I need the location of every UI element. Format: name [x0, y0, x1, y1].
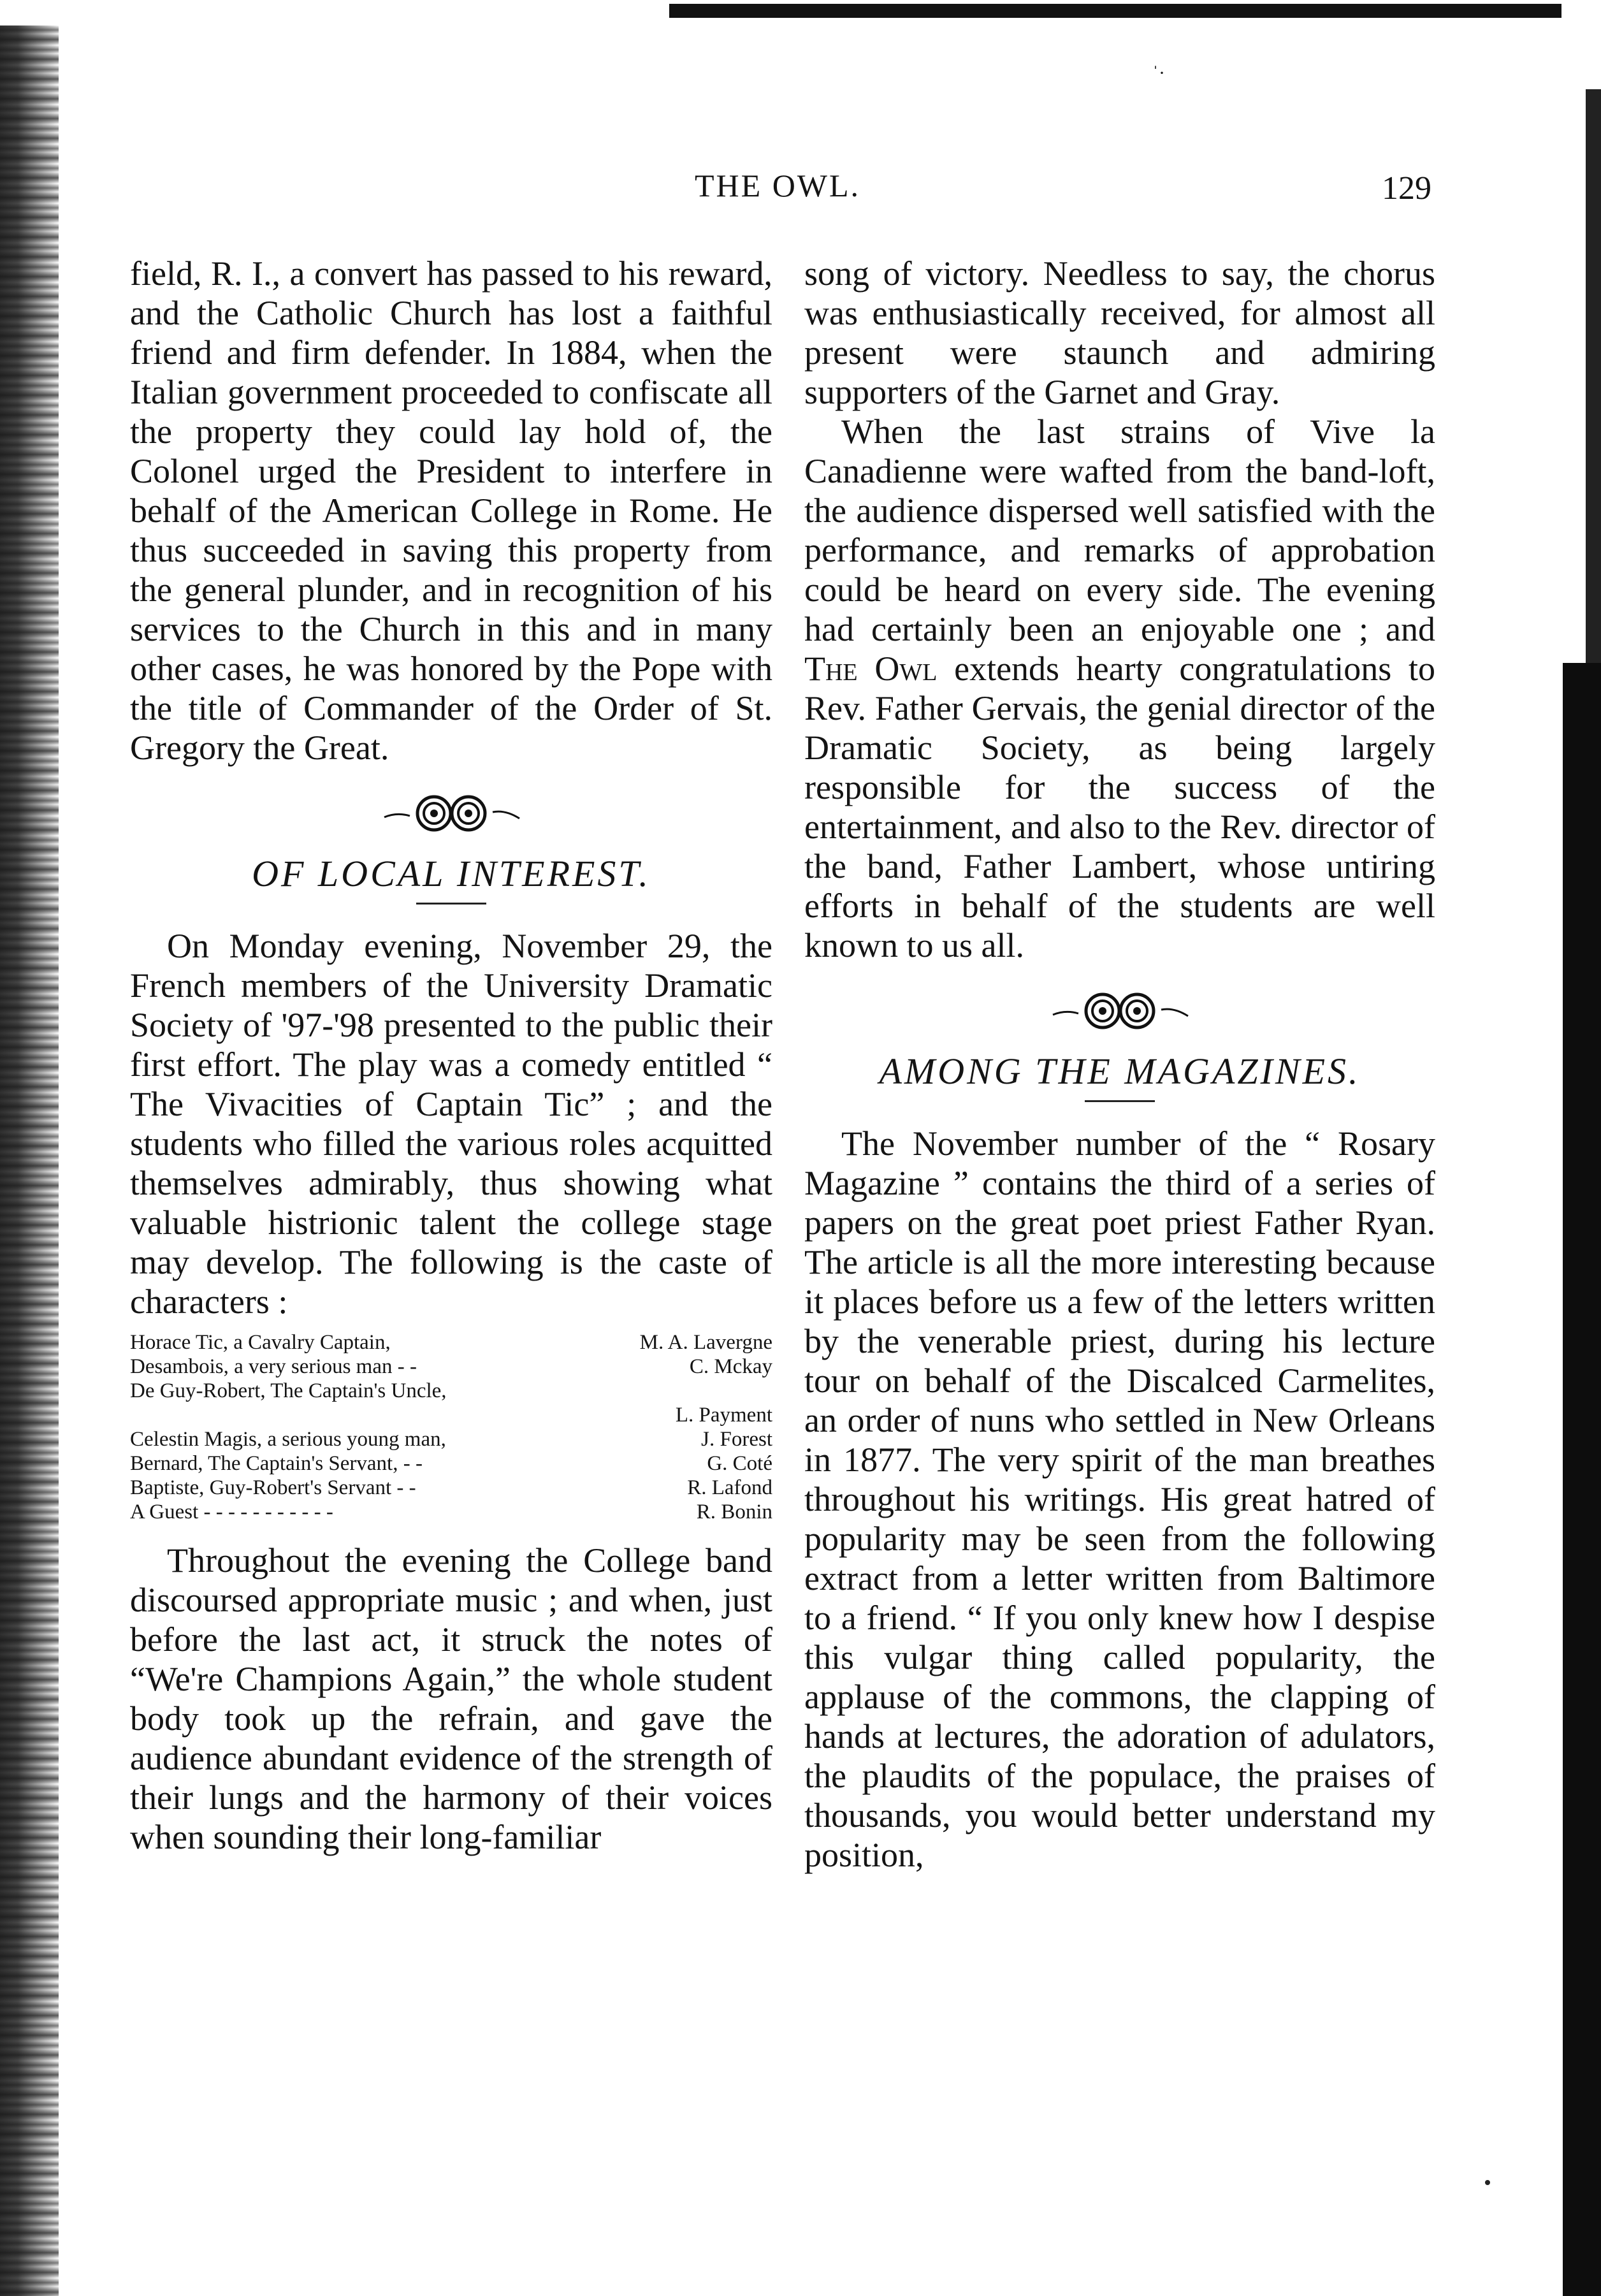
- cast-list: [130, 1330, 772, 1524]
- cast-row: [130, 1330, 772, 1355]
- running-title: THE OWL.: [695, 168, 861, 203]
- scroll-ornament-icon: [378, 787, 525, 838]
- cast-actor: J. Forest: [701, 1428, 772, 1451]
- paragraph-dramatic-society: On Monday evening, November 29, the French members of the University Dramatic Society of '97-'98 presented to the public their first effort. The play was a comedy entitled “ The Vivacities of Captain Tic” ; and the students who filled the various roles acquitted themselves admirably, thus showing what valuable histrionic talent the college stage may develop. The following is the caste of characters :: [130, 927, 772, 1321]
- cast-row: [130, 1427, 772, 1451]
- ornament-divider: [130, 787, 772, 838]
- owl-name: The Owl: [804, 650, 938, 688]
- ornament-divider: [804, 984, 1435, 1035]
- cast-role: Bernard, The Captain's Servant, - -: [130, 1452, 423, 1475]
- cast-row: [130, 1403, 772, 1427]
- paragraph-college-band: Throughout the evening the College band discoursed appropriate music ; and when, just before the last act, it struck the notes of “We're Champions Again,” the whole student body took up the refrain, and gave the audience abundant evidence of the strength of their lungs and the harmony of their voices when sounding their long-familiar: [130, 1541, 772, 1856]
- cast-row: [130, 1451, 772, 1476]
- cast-row: [130, 1379, 772, 1403]
- cast-row: [130, 1500, 772, 1524]
- congratulations-text-b: extends hearty congratulations to Rev. Father Gervais, the genial director of the Dramatic Society, as being largely responsible for the success of the entertainment, and also to the Rev. director of the band, Father Lambert, whose untiring efforts in behalf of the students are well known to us all.: [804, 650, 1435, 964]
- cast-actor: L. Payment: [675, 1404, 772, 1427]
- left-column: [130, 254, 772, 1857]
- cast-role: Baptiste, Guy-Robert's Servant - -: [130, 1476, 416, 1499]
- scan-speck: ˈ·: [1152, 62, 1165, 84]
- scan-left-edge-shadow: [0, 25, 59, 2296]
- scan-right-edge-shadow: [1563, 663, 1601, 2296]
- paragraph-victory-song: song of victory. Needless to say, the chorus was enthusiastically received, for almost all present were staunch and admiring supporters of the Garnet and Gray.: [804, 254, 1435, 411]
- paragraph-rosary-magazine: The November number of the “ Rosary Magazine ” contains the third of a series of papers on the great poet priest Father Ryan. The article is all the more interesting because it places before us a few of the letters written by the venerable priest, during his lecture tour on behalf of the Discalced Carmelites, an order of nuns who settled in New Orleans in 1877. The very spirit of the man breathes throughout his writings. His great hatred of popularity may be seen from the following extract from a letter written from Baltimore to a friend. “ If you only knew how I despise this vulgar thing called popularity, the applause of the commons, the clapping of hands at lectures, the adoration of adulators, the plaudits of the populace, the praises of thousands, you would better understand my position,: [804, 1124, 1435, 1874]
- congratulations-text-a: When the last strains of Vive la Canadienne were wafted from the band-loft, the audience dispersed well satisfied with the performance, and remarks of approbation could be heard on every side. The evening had certainly been an enjoyable one ; and: [804, 412, 1435, 648]
- cast-role: A Guest - - - - - - - - - - -: [130, 1500, 333, 1523]
- cast-row: [130, 1355, 772, 1379]
- scan-top-rule: [669, 4, 1561, 18]
- cast-role: Celestin Magis, a serious young man,: [130, 1428, 446, 1451]
- scan-dot: [1485, 2180, 1490, 2185]
- section-rule: [1085, 1100, 1155, 1102]
- section-title-local-interest: OF LOCAL INTEREST.: [252, 853, 651, 894]
- cast-role: De Guy-Robert, The Captain's Uncle,: [130, 1379, 447, 1402]
- cast-role: Desambois, a very serious man - -: [130, 1355, 417, 1378]
- right-column: [804, 254, 1435, 1875]
- cast-row: [130, 1476, 772, 1500]
- cast-actor: C. Mckay: [689, 1355, 772, 1378]
- paragraph-obituary-end: field, R. I., a convert has passed to his reward, and the Catholic Church has lost a faithful friend and firm defender. In 1884, when the Italian government proceeded to confiscate all the property they could lay hold of, the Colonel urged the President to interfere in behalf of the American College in Rome. He thus succeeded in saving this property from the general plunder, and in recognition of his services to the Church in this and in many other cases, he was honored by the Pope with the title of Commander of the Order of St. Gregory the Great.: [130, 254, 772, 767]
- cast-actor: M. A. Lavergne: [639, 1331, 772, 1354]
- scan-right-edge-shadow-top: [1586, 89, 1601, 663]
- section-rule: [416, 903, 486, 905]
- page-number: 129: [1382, 170, 1431, 207]
- cast-actor: R. Lafond: [687, 1476, 772, 1499]
- cast-role: Horace Tic, a Cavalry Captain,: [130, 1331, 391, 1354]
- paragraph-congratulations: [804, 412, 1435, 965]
- scroll-ornament-icon: [1047, 984, 1193, 1035]
- cast-actor: G. Coté: [707, 1452, 772, 1475]
- cast-actor: R. Bonin: [696, 1500, 772, 1523]
- section-title-among-magazines: AMONG THE MAGAZINES.: [879, 1050, 1361, 1092]
